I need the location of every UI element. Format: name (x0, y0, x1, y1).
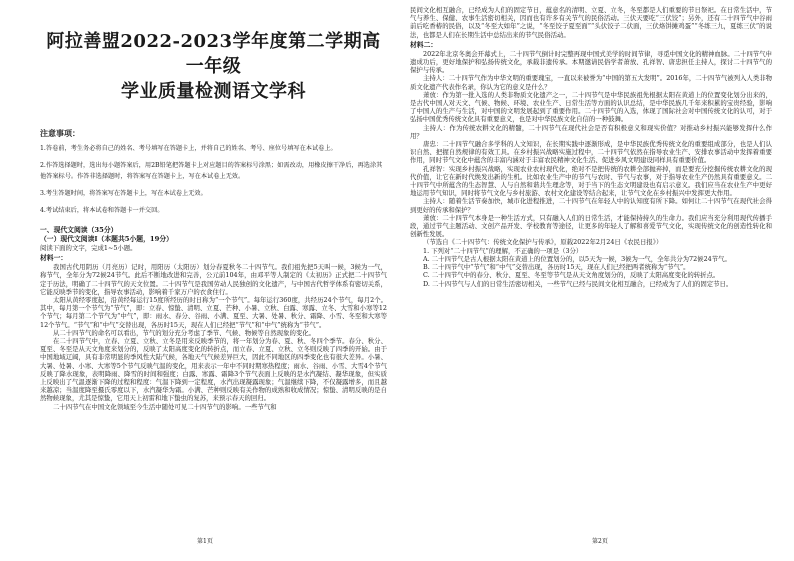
section-heading: 一、现代文阅读（35分） (40, 226, 118, 234)
dialogue-paragraph: 萧放：二十四节气本身是一种生活方式，只有融入人们的日常生活，才能保持持久的生命力。我们应当充分利用现代传播手段，通过节气主题活动、文创产品开发、学校教育等途径，让更多的年轻人了解和喜爱节气文化，实现传统文化的创造性转化和创新性发展。 (410, 213, 772, 239)
dialogue-paragraph: 主持人：作为传统农耕文化的精髓，二十四节气在现代社会是否有积极意义和现实价值？对推动乡村振兴能够发挥什么作用？ (410, 123, 772, 140)
notice-item: 2.作答选择题时，选出每小题答案后，用2B铅笔把答题卡上对应题目的答案标号涂黑；如需改动，用橡皮擦干净后，再选涂其他答案标号。作答非选择题时，将答案写在答题卡上，写在本试卷上无效。 (40, 162, 383, 180)
notice-list (40, 143, 387, 216)
right-page (397, 0, 794, 561)
page-number-right: 第2页 (592, 538, 608, 545)
material1-paragraph: 民间文化相互融合，已经成为人们的固定节日，蕴意名的清明、立夏、立冬，冬至都是人们重要的节日祭祀。在日常生活中，节气与养生、保健、农事生活密切相关，因而也有许多有关节气的民俗活动。三伏天要吃“三伏饺”；另外，还有二十四节气中谷雨前后吃香椿的民俗，以及“冬至大如年”之说，“冬至饺子夏至面”“头伏饺子二伏面，三伏烙饼摊鸡蛋”“冬练三九，夏练三伏”的说法，也都是人们在长期生活中总结出来的节气民俗活动。 (410, 6, 772, 39)
source-note: （节选自《二十四节气：传统文化保护与传承》，原载2022年2月24日《农民日报》） (423, 238, 663, 247)
material2-paragraph: 2022年北京冬奥会开幕式上，二十四节气倒计时完整再现中国式美学的时间节律，寻觅中国文化的精神血脉。二十四节气申遗成功后，更好地保护和弘扬传统文化，承载非遗传承。本期邀请民俗学者萧放、孔祥智、唐忠担任主持人，探讨二十四节气的保护与传承。 (410, 49, 772, 75)
material1-paragraph: 二十四节气在中国文化领域至今生活中随处可见二十四节气的影响。一些节气和 (53, 402, 277, 411)
notice-item: 1.答卷前，考生务必将自己的姓名、考号填写在答题卡上，并将自己的姓名、考号、座位号填写在本试卷上。 (40, 145, 337, 152)
reading-instruction: 阅读下面的文字，完成1~5小题。 (40, 244, 137, 252)
question-option: D. 二十四节气与人们的日常生活密切相关，一些节气已经与民间文化相互融合，已经成为了人们的固定节日。 (423, 279, 733, 288)
material1-continued (410, 6, 772, 39)
notice-heading: 注意事项： (40, 128, 80, 138)
material1-heading: 材料一： (40, 254, 68, 263)
material1-paragraph: 从二十四节气的命名可以看出，节气的划分充分考虑了季节、气候、物候等自然现象的变化。 (53, 328, 316, 337)
dialogue-paragraph: 唐忠：二十四节气融合多学科的人文知识，在长期实践中逐渐形成，是中华民族优秀传统文化的重要组成部分，也是人们认识自然、把握自然规律的有效工具。在乡村振兴战略实施过程中，二十四节气依然在指导农业生产、安排农事活动中发挥着重要作用，同时节气文化中蕴含的丰富内涵对于丰富农民精神文化生活、促进乡风文明建设同样具有重要价值。 (410, 140, 772, 165)
question-option: C. 二十四节气中的春分、秋分、夏至、冬至等节气是从天文角度划分的，反映了太阳高度变化的转折点。 (423, 271, 720, 280)
dialogue-paragraph: 主持人：二十四节气作为中华文明的重要瑰宝，一直以来被誉为“中国的第五大发明”。2016年，二十四节气被列入人类非物质文化遗产代表作名录，你认为它的意义是什么？ (410, 74, 772, 91)
question-stem: 1. 下列对“二十四节气”的理解，不正确的一项是（3分） (423, 246, 583, 255)
exam-title-line1: 阿拉善盟2022-2023学年度第二学期高一年级 (46, 31, 381, 77)
question-block (410, 247, 772, 288)
exam-title-line2: 学业质量检测语文学科 (121, 81, 306, 102)
page-number-left: 第1页 (197, 538, 213, 545)
material2-heading: 材料二： (410, 40, 438, 49)
question-option: B. 二十四节气中“节气”和“中气”交替出现，各历时15天，现在人们已经把两者统称为“节气”。 (423, 263, 690, 272)
dialogue-paragraph: 萧放：作为第一批入选的人类非物质文化遗产之一，二十四节气是中华民族祖先根据太阳在黄道上的位置变化划分出来的，是古代中国人对天文、气候、物候、环境、农业生产、日常生活等方面的认识总结，是中华民族几千年来积累的宝贵经验，影响了中国人的生产与生活，对中国的文明发展起到了重要作用。二十四节气的入选，体现了国际社会对中国传统文化的认可，对于弘扬中国优秀传统文化具有重要意义，也是对中华民族文化自信的一种鼓舞。 (410, 90, 772, 124)
question-option: A. 二十四节气是古人根据太阳在黄道上的位置划分的，以5天为一候，3候为一气，全年共分为72候24节气。 (423, 254, 731, 263)
dialogue-paragraph: 主持人：随着生活节奏加快，城市化进程推进，二十四节气在年轻人中的认知度有所下降。如何让二十四节气在现代社会得到更好的传承和保护？ (410, 197, 772, 214)
notice-item: 4.考试结束后，将本试卷和答题卡一并交回。 (40, 207, 164, 214)
material1-paragraph: 我国古代用阴历（月亮历）记时，用阳历（太阳历）划分春夏秋冬二十四节气。我们祖先把5天叫一候，3候为一气，称节气，全年分为72候24节气。此后不断地改进和完善，公元前104年，由邓平等人制定的《太初历》正式把二十四节气定于历法，明确了二十四节气的天文位置。二十四节气是我国劳动人民独创的文化遗产，与中国古代哲学体系有密切关系，它能反映季节的变化，指导农事活动，影响着千家万户的衣食住行。 (40, 263, 387, 296)
notice-item: 3.考生答题时间，将答案写在答题卡上，写在本试卷上无效。 (40, 190, 207, 197)
dialogue-paragraph: 孔祥智：实现乡村振兴战略，实现农业农村现代化，绝对不是把传统的农耕全部抛弃掉，而是要充分挖掘传统农耕文化的现代价值，让它在新时代焕发出新的生机。比如农业生产中的节气与农时、节气与农事，对于指导农业生产仍然具有重要意义。二十四节气中所蕴含的生态智慧、人与自然和谐共生理念等，对于当下的生态文明建设也有启示意义。我们应当在农业生产中更好地运用节气知识，同时将节气文化与乡村旅游、农村文化建设等结合起来，让节气文化在乡村振兴中发挥更大作用。 (410, 164, 772, 198)
material1-paragraph: 在二十四节气中，立春、立夏、立秋、立冬是用来反映季节的，将一年划分为春、夏、秋、冬四个季节。春分、秋分、夏至、冬至是从天文角度来划分的，反映了太阳高度变化的转折点，而立春、立夏、立秋、立冬则反映了四季的开始。由于中国地域辽阔，具有非常明显的季风性大陆气候，各地天气气候差异巨大，因此不同地区的四季变化也有很大差异。小暑、大暑、处暑、小寒、大寒等5个节气反映气温的变化，用来表示一年中不同时期寒热程度；雨水、谷雨、小雪、大雪4个节气反映了降水现象，表明降雨、降雪的时间和强度；白露、寒露、霜降3个节气表面上反映的是水汽凝结、凝华现象，但实质上反映出了气温逐渐下降的过程和程度：气温下降到一定程度，水汽出现凝露现象；气温继续下降，不仅凝露增多，而且越来越凉；当温度降至摄氏零度以下，水汽凝华为霜。小满、芒种则反映有关作物的成熟和收成情况；惊蛰、清明反映的是自然物候现象，尤其是惊蛰，它用天上初雷和地下蛰虫的复苏，来预示春天的回归。 (40, 337, 387, 403)
material1-body (40, 263, 387, 411)
subsection-heading: （一）现代文阅读Ⅰ（本题共5小题，19分） (40, 235, 173, 243)
material2-body (410, 50, 772, 247)
material1-paragraph: 太阳从黄经零度起，沿黄经每运行15度所经历的时日称为“一个节气”。每年运行360度，共经历24个节气，每月2个。其中，每月第一个节气为“节气”，即：立春、惊蛰、清明、立夏、芒种、小暑、立秋、白露、寒露、立冬、大雪和小寒等12个节气；每月第二个节气为“中气”，即：雨水、春分、谷雨、小满、夏至、大暑、处暑、秋分、霜降、小雪、冬至和大寒等12个节气。“节气”和“中气”交替出现，各历时15天，现在人们已经把“节气”和“中气”统称为“节气”。 (40, 296, 387, 329)
